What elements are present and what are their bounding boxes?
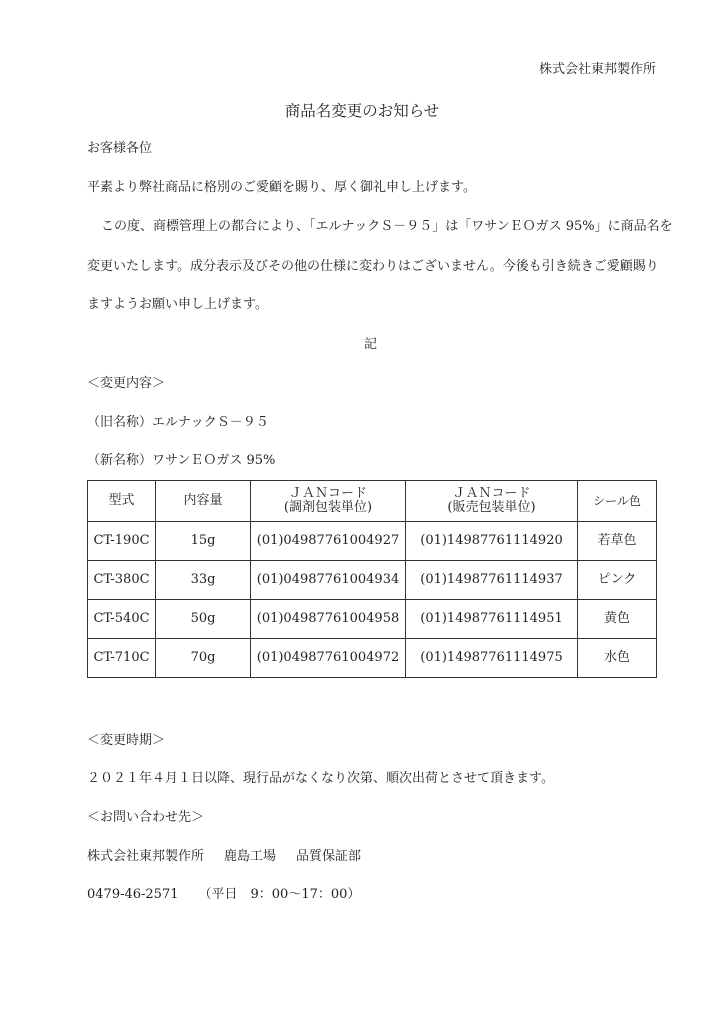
header-jan-dispensing-line-1: ＪＡＮコード <box>288 486 367 501</box>
header-jan-sales <box>406 481 578 522</box>
header-model: 型式 <box>88 481 156 522</box>
cell-seal-color: 黄色 <box>578 600 657 639</box>
contact-hours: （平日 9：00～17：00） <box>198 887 361 902</box>
cell-seal-color: ピンク <box>578 561 657 600</box>
cell-jan-sales: (01)14987761114975 <box>406 639 578 678</box>
company-name-header: 株式会社東邦製作所 <box>538 62 656 77</box>
header-jan-dispensing <box>251 481 406 522</box>
change-details-heading: ＜変更内容＞ <box>87 376 166 391</box>
contact-department: 品質保証部 <box>296 849 362 864</box>
cell-jan-dispensing: (01)04987761004972 <box>251 639 406 678</box>
change-period-text: ２０２１年４月１日以降、現行品がなくなり次第、順次出荷とさせて頂きます。 <box>87 771 554 786</box>
header-content: 内容量 <box>156 481 251 522</box>
cell-content: 70g <box>156 639 251 678</box>
cell-jan-sales: (01)14987761114951 <box>406 600 578 639</box>
header-jan-sales-line-2: (販売包装単位) <box>447 500 536 515</box>
cell-model: CT-710C <box>88 639 156 678</box>
table-row <box>88 561 657 600</box>
old-product-name: （旧名称）エルナックＳ－９５ <box>87 415 269 430</box>
notice-paragraph-line-3: ますようお願い申し上げます。 <box>87 297 268 312</box>
cell-jan-sales: (01)14987761114920 <box>406 522 578 561</box>
ki-marker: 記 <box>364 337 378 352</box>
contact-organization <box>87 849 361 865</box>
table-row <box>88 600 657 639</box>
cell-seal-color: 若草色 <box>578 522 657 561</box>
document-title: 商品名変更のお知らせ <box>284 102 440 120</box>
contact-phone-number: 0479-46-2571 <box>87 887 179 902</box>
notice-paragraph-line-1: この度、商標管理上の都合により、「エルナックＳ－９５」は「ワサンＥＯガス 95%」に商品名を <box>101 219 673 234</box>
cell-content: 33g <box>156 561 251 600</box>
header-seal-color <box>578 481 657 522</box>
header-jan-dispensing-line-2: (調剤包装単位) <box>283 500 373 515</box>
contact-heading: ＜お問い合わせ先＞ <box>87 810 205 825</box>
cell-content: 15g <box>156 522 251 561</box>
cell-jan-dispensing: (01)04987761004927 <box>251 522 406 561</box>
contact-company: 株式会社東邦製作所 <box>87 849 205 864</box>
cell-model: CT-190C <box>88 522 156 561</box>
notice-paragraph-line-2: 変更いたします。成分表示及びその他の仕様に変わりはございません。今後も引き続きご愛顧賜り <box>87 259 659 274</box>
contact-site: 鹿島工場 <box>224 849 277 864</box>
new-product-name: （新名称）ワサンＥＯガス 95% <box>87 453 276 468</box>
header-seal-color-label: シール色 <box>593 493 641 508</box>
table-header-row <box>88 481 657 522</box>
table-row <box>88 639 657 678</box>
cell-content: 50g <box>156 600 251 639</box>
product-table <box>87 480 657 678</box>
greeting-paragraph: 平素より弊社商品に格別のご愛顧を賜り、厚く御礼申し上げます。 <box>87 180 476 195</box>
cell-jan-dispensing: (01)04987761004958 <box>251 600 406 639</box>
cell-model: CT-380C <box>88 561 156 600</box>
cell-jan-dispensing: (01)04987761004934 <box>251 561 406 600</box>
table-row <box>88 522 657 561</box>
header-jan-sales-line-1: ＪＡＮコード <box>452 486 531 501</box>
cell-seal-color: 水色 <box>578 639 657 678</box>
salutation: お客様各位 <box>87 141 153 156</box>
change-period-heading: ＜変更時期＞ <box>87 733 166 748</box>
cell-model: CT-540C <box>88 600 156 639</box>
cell-jan-sales: (01)14987761114937 <box>406 561 578 600</box>
contact-phone-line <box>87 887 360 903</box>
